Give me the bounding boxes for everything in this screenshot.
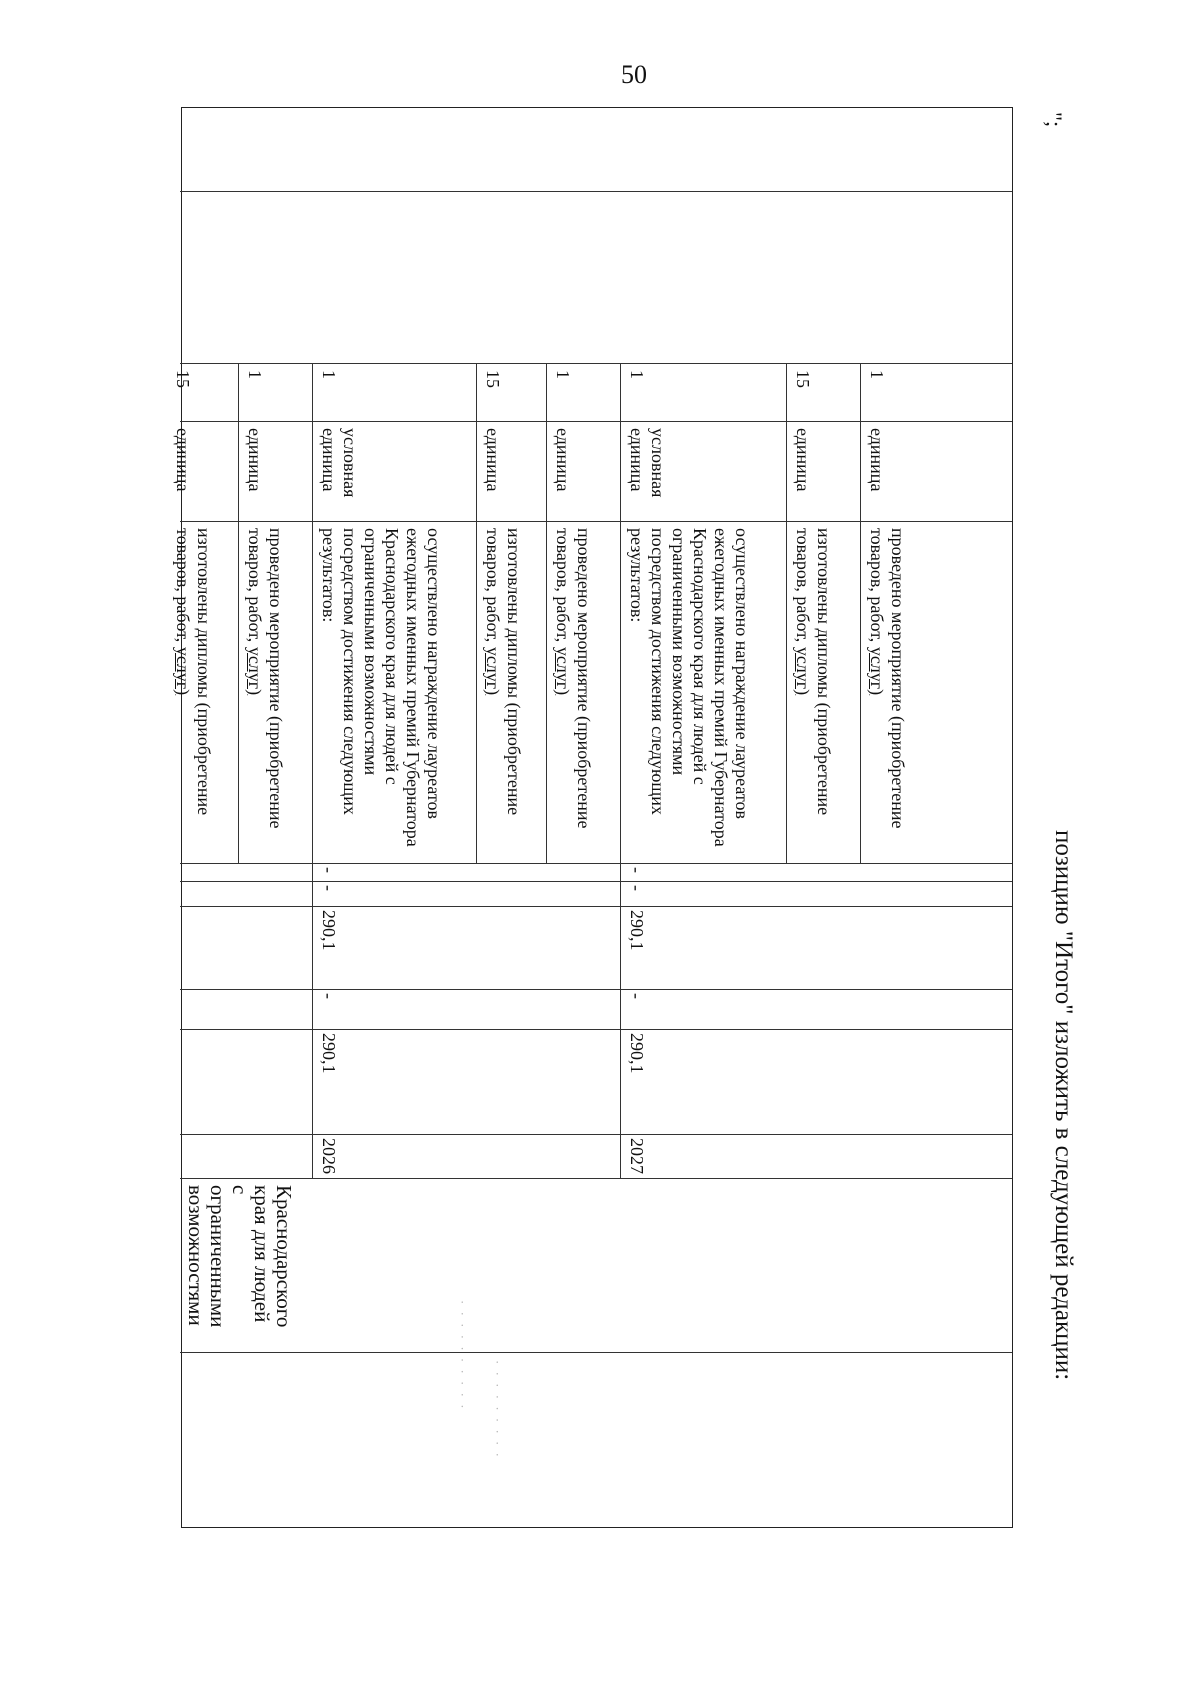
row-divider [786, 363, 787, 863]
unit-text: единица [553, 428, 573, 492]
unit-cell [167, 421, 239, 521]
row-divider [238, 363, 239, 863]
result-text-cell [477, 521, 547, 863]
column-divider [180, 1029, 1012, 1030]
year-cell [313, 1134, 621, 1178]
amount-a-cell [313, 989, 621, 1029]
result-text [172, 528, 214, 856]
column-divider [180, 421, 1012, 422]
column-divider [180, 989, 1012, 990]
result-text-main: изготовлены дипломы (приобретение товаров, работ, [173, 528, 214, 816]
result-text-end: услуг) [553, 646, 573, 696]
dash-c-text: - [627, 885, 647, 891]
column-divider [180, 906, 1012, 907]
unit-cell [239, 421, 313, 521]
result-text-cell [313, 521, 477, 863]
value-text: 15 [173, 370, 193, 388]
year-cell [167, 1134, 313, 1178]
amount-total-cell [313, 1029, 621, 1134]
result-text-cell [861, 521, 934, 863]
amount-a-text: - [319, 993, 339, 999]
column-divider [180, 881, 1012, 882]
column-divider [180, 521, 1012, 522]
result-text-main: проведено мероприятие (приобретение товаров, работ, [553, 528, 594, 829]
value-text: 1 [867, 370, 887, 379]
unit-text: единица [245, 428, 265, 492]
results-table [173, 107, 1013, 1528]
value-cell [621, 363, 787, 421]
dash-d-text: - [319, 867, 339, 873]
unit-text: единица [173, 428, 193, 492]
value-cell [861, 363, 934, 421]
amount-a-cell [621, 989, 934, 1029]
faded-stamp-mark: · · · · · · · · · [490, 1360, 505, 1459]
value-cell [313, 363, 477, 421]
unit-text: единица [793, 428, 813, 492]
dash-c-text: - [319, 885, 339, 891]
value-cell [477, 363, 547, 421]
column-divider [180, 863, 1012, 864]
amount-b-cell [621, 906, 934, 989]
faded-stamp-mark-2: · · · · · · · · · · [455, 1300, 470, 1411]
column-divider [180, 1352, 1012, 1353]
footer-instruction-text: позицию "Итого" изложить в следующей редакции: [1050, 830, 1077, 1381]
result-text-cell [787, 521, 861, 863]
dash-d-cell [167, 863, 313, 881]
result-text-main: изготовлены дипломы (приобретение товаров, работ, [483, 528, 524, 816]
value-text: 1 [627, 370, 647, 379]
value-cell [239, 363, 313, 421]
result-text-end: услуг) [867, 646, 887, 696]
amount-b-text: 290,1 [627, 910, 647, 951]
amount-b-cell [313, 906, 621, 989]
first-column-cell [180, 1178, 1012, 1352]
amount-total-text: 290,1 [627, 1033, 647, 1074]
result-text-main: осуществлено награждение лауреатов ежегодных именных премий Губернатора Краснодарского края для людей с ограниченными возможностями посредством достижения следующих результатов: [627, 528, 752, 847]
group-divider [620, 863, 621, 1178]
result-text-cell [621, 521, 787, 863]
amount-a-cell [167, 989, 313, 1029]
result-text-cell [239, 521, 313, 863]
value-text: 1 [245, 370, 265, 379]
result-text-end: услуг) [245, 646, 265, 696]
result-text-main: проведено мероприятие (приобретение товаров, работ, [245, 528, 286, 829]
dash-d-text: - [627, 867, 647, 873]
value-text: 1 [553, 370, 573, 379]
result-text-end: услуг) [483, 646, 503, 696]
result-text-main: осуществлено награждение лауреатов ежегодных именных премий Губернатора Краснодарского края для людей с ограниченными возможностями посредством достижения следующих результатов: [319, 528, 444, 847]
result-text [318, 528, 444, 856]
unit-text: условная единица [319, 428, 360, 498]
result-text [866, 528, 908, 856]
year-text: 2026 [319, 1138, 339, 1174]
amount-total-cell [621, 1029, 934, 1134]
amount-b-cell [167, 906, 313, 989]
result-text [626, 528, 752, 856]
result-text-main: проведено мероприятие (приобретение товаров, работ, [867, 528, 908, 829]
column-divider [180, 1178, 1012, 1179]
closing-quote-mark: "; [1042, 112, 1067, 128]
value-text: 15 [793, 370, 813, 388]
value-text: 15 [483, 370, 503, 388]
dash-c-cell [313, 881, 621, 906]
result-text [792, 528, 834, 856]
unit-text: единица [867, 428, 887, 492]
result-text-cell [547, 521, 621, 863]
first-column-text: Краснодарского края для людей с ограниченными возможностями [184, 1185, 296, 1328]
page-number: 50 [621, 60, 647, 89]
result-text [244, 528, 286, 856]
result-text-end: услуг) [793, 646, 813, 696]
result-text-cell [167, 521, 239, 863]
dash-d-cell [621, 863, 934, 881]
dash-d-cell [313, 863, 621, 881]
unit-cell [477, 421, 547, 521]
dash-c-cell [621, 881, 934, 906]
row-divider [620, 363, 621, 863]
column-divider [180, 363, 1012, 364]
unit-cell [621, 421, 787, 521]
value-cell [787, 363, 861, 421]
year-cell [621, 1134, 934, 1178]
dash-c-cell [167, 881, 313, 906]
column-divider [180, 191, 1012, 192]
unit-cell [861, 421, 934, 521]
value-cell [547, 363, 621, 421]
group-divider [312, 863, 313, 1178]
unit-cell [313, 421, 477, 521]
row-divider [476, 363, 477, 863]
column-divider [180, 1134, 1012, 1135]
result-text [552, 528, 594, 856]
unit-cell [547, 421, 621, 521]
unit-cell [787, 421, 861, 521]
amount-total-cell [167, 1029, 313, 1134]
amount-total-text: 290,1 [319, 1033, 339, 1074]
amount-a-text: - [627, 993, 647, 999]
result-text-main: изготовлены дипломы (приобретение товаров, работ, [793, 528, 834, 816]
row-divider [860, 363, 861, 863]
row-divider [312, 363, 313, 863]
unit-text: единица [483, 428, 503, 492]
value-cell [167, 363, 239, 421]
result-text-end: услуг) [173, 646, 193, 696]
result-text [482, 528, 524, 856]
unit-text: условная единица [627, 428, 668, 498]
year-text: 2027 [627, 1138, 647, 1174]
row-divider [546, 363, 547, 863]
amount-b-text: 290,1 [319, 910, 339, 951]
value-text: 1 [319, 370, 339, 379]
